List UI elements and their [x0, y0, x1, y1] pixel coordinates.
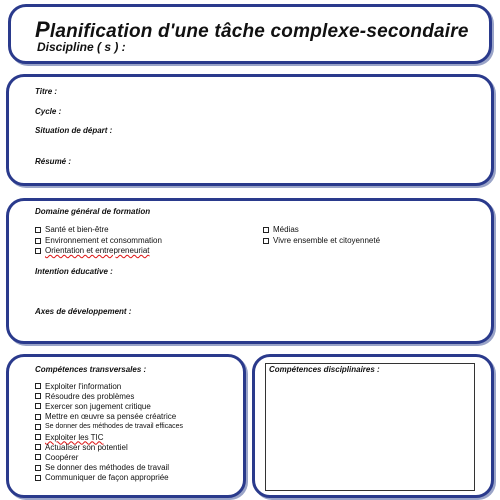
list-item-label: Coopérer — [45, 452, 79, 462]
domain-item-label: Vivre ensemble et citoyenneté — [273, 236, 381, 245]
list-item-label: Exercer son jugement critique — [45, 401, 151, 411]
checkbox-icon[interactable] — [35, 475, 41, 481]
list-item[interactable] — [35, 391, 183, 401]
disciplinaires-frame — [265, 363, 475, 491]
checkbox-icon[interactable] — [35, 393, 41, 399]
list-item-label: Se donner des méthodes de travail — [45, 463, 170, 473]
list-item[interactable] — [35, 463, 183, 473]
list-item-label: Actualiser son potentiel — [45, 442, 128, 452]
list-item-label: Exploiter l'information — [45, 381, 122, 391]
checkbox-icon[interactable] — [35, 403, 41, 409]
transversales-panel — [6, 354, 246, 498]
checkbox-icon[interactable] — [35, 444, 41, 450]
domain-panel — [6, 198, 494, 344]
resume-label: Résumé : — [35, 157, 72, 166]
list-item[interactable] — [35, 452, 183, 462]
list-item[interactable] — [35, 412, 183, 422]
checkbox-icon[interactable] — [35, 424, 41, 430]
list-item[interactable] — [35, 473, 183, 483]
checkbox-icon[interactable] — [35, 227, 41, 233]
checkbox-icon[interactable] — [35, 238, 41, 244]
list-item[interactable] — [35, 432, 183, 442]
checkbox-icon[interactable] — [35, 465, 41, 471]
intention-label: Intention éducative : — [35, 267, 113, 276]
situation-label: Situation de départ : — [35, 126, 113, 135]
discipline-label: Discipline ( s ) : — [37, 40, 126, 54]
checkbox-icon[interactable] — [35, 454, 41, 460]
axes-label: Axes de développement : — [35, 307, 132, 316]
list-item[interactable] — [35, 381, 183, 391]
domain-item-label: Environnement et consommation — [45, 236, 162, 245]
transversales-title: Compétences transversales : — [35, 365, 147, 374]
list-item[interactable] — [35, 401, 183, 411]
domain-item-vivre-ensemble[interactable] — [263, 236, 380, 245]
list-item-label: Mettre en œuvre sa pensée créatrice — [45, 412, 177, 422]
title-rest: lanification d'une tâche complexe-secondaire — [49, 21, 469, 42]
info-panel — [6, 74, 494, 186]
titre-label: Titre : — [35, 87, 58, 96]
domain-item-environnement[interactable] — [35, 236, 162, 245]
checkbox-icon[interactable] — [263, 227, 269, 233]
list-item-label: Communiquer de façon appropriée — [45, 473, 169, 483]
domain-item-label: Santé et bien-être — [45, 225, 109, 234]
domain-item-sante[interactable] — [35, 225, 109, 234]
domain-item-orientation[interactable] — [35, 246, 150, 255]
disciplinaires-panel — [252, 354, 494, 498]
checkbox-icon[interactable] — [35, 248, 41, 254]
list-item-label: Exploiter les TIC — [45, 432, 104, 442]
title-first-letter: P — [35, 17, 50, 42]
list-item[interactable] — [35, 442, 183, 452]
domain-item-medias[interactable] — [263, 225, 299, 234]
checkbox-icon[interactable] — [35, 414, 41, 420]
domain-title: Domaine général de formation — [35, 207, 151, 216]
cycle-label: Cycle : — [35, 107, 62, 116]
domain-item-label: Orientation et entrepreneuriat — [45, 246, 150, 255]
list-item[interactable] — [35, 422, 183, 432]
list-item-label: Se donner des méthodes de travail efficaces — [45, 423, 184, 431]
checkbox-icon[interactable] — [35, 434, 41, 440]
transversales-list — [35, 381, 183, 483]
checkbox-icon[interactable] — [35, 383, 41, 389]
domain-item-label: Médias — [273, 225, 299, 234]
list-item-label: Résoudre des problèmes — [45, 391, 135, 401]
checkbox-icon[interactable] — [263, 238, 269, 244]
header-panel — [8, 4, 492, 64]
disciplinaires-title: Compétences disciplinaires : — [269, 365, 380, 374]
